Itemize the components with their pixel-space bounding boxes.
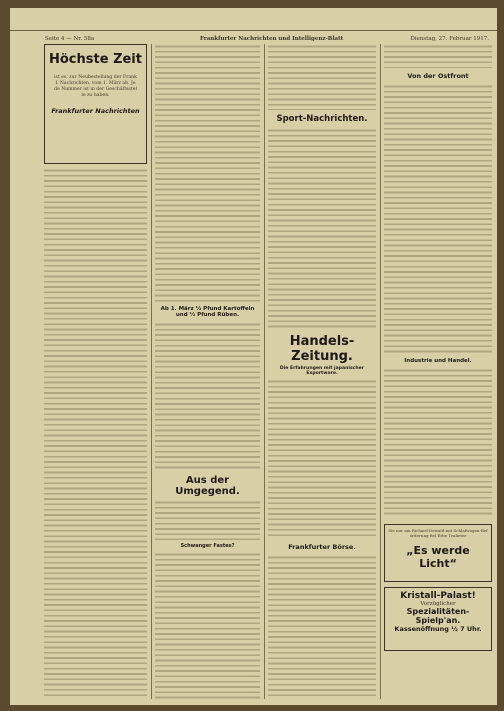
header-date: Dienstag, 27. Februar 1917.: [410, 36, 489, 42]
heading-handels-zeitung: Handels-Zeitung.: [289, 334, 355, 364]
ad-kristall-palast-line1: Vorzüglicher: [420, 601, 456, 607]
column-rule: [151, 44, 152, 699]
heading-industrie: Industrie und Handel.: [404, 358, 472, 364]
header-page-number: Seite 4 — Nr. 58a: [45, 36, 95, 42]
subheading-japanische-exportware: Die Erfahrungen mit japanischer Exportware.: [279, 366, 365, 376]
column-4-text-industrie: [384, 368, 492, 518]
column-4-text-top: [384, 44, 492, 68]
column-2-text-top: [155, 44, 260, 302]
ad-es-werde-licht-small: Sie nur am Richard Dewald mit Schlafwagen-Beförderung fiel Erbe Tralieter: [388, 528, 488, 538]
column-3: [268, 44, 376, 699]
heading-kartoffeln: Ab 1. März ½ Pfund Kartoffeln und ½ Pfund Rüben.: [160, 306, 255, 318]
heading-sport: Sport-Nachrichten.: [276, 114, 368, 124]
column-4: [384, 44, 492, 699]
newspaper-page: [10, 8, 497, 705]
column-1: [44, 44, 147, 699]
ad-hoechste-zeit-title: Höchste Zeit: [49, 52, 142, 67]
column-1-text: [44, 168, 147, 699]
ad-kristall-palast-line2: Spezialitäten-Spielp'an.: [406, 607, 470, 625]
column-3-text-top: [268, 44, 376, 110]
column-2: [155, 44, 260, 699]
heading-ostfront: Von der Ostfront: [407, 72, 469, 80]
column-4-text-ostfront: [384, 84, 492, 354]
ad-hoechste-zeit: [44, 44, 147, 164]
ad-es-werde-licht: [384, 524, 492, 582]
ad-es-werde-licht-title: „Es werde Licht“: [406, 544, 470, 570]
column-2-text-bottom: [155, 552, 260, 699]
ad-kristall-palast-line3: Kassenöffnung ½ 7 Uhr.: [394, 625, 482, 633]
page-header: [10, 8, 497, 42]
ad-hoechste-zeit-body: ist es, zur Neubestellung der Frankf. Nachrichten, vom 1. März ab. Jede Nummer ist in der Geschäftsstelle zu haben.: [54, 75, 137, 98]
column-3-text-boerse: [268, 555, 376, 699]
column-3-text-sport: [268, 128, 376, 328]
ad-hoechste-zeit-footer: Frankfurter Nachrichten: [51, 107, 140, 115]
heading-umgegend: Aus der Umgegend.: [175, 475, 240, 497]
column-rule: [380, 44, 381, 699]
column-rule: [264, 44, 265, 699]
ad-kristall-palast-title: Kristall-Palast!: [400, 591, 476, 601]
heading-frankfurter-boerse: Frankfurter Börse.: [288, 543, 356, 551]
column-2-text-umgegend: [155, 500, 260, 540]
column-3-text-handel: [268, 379, 376, 539]
column-2-text-mid: [155, 322, 260, 470]
heading-schwanger: Schwanger Fastes?: [180, 543, 235, 549]
header-masthead: Frankfurter Nachrichten und Intelligenz-Blatt: [200, 36, 344, 42]
ad-kristall-palast: [384, 587, 492, 651]
